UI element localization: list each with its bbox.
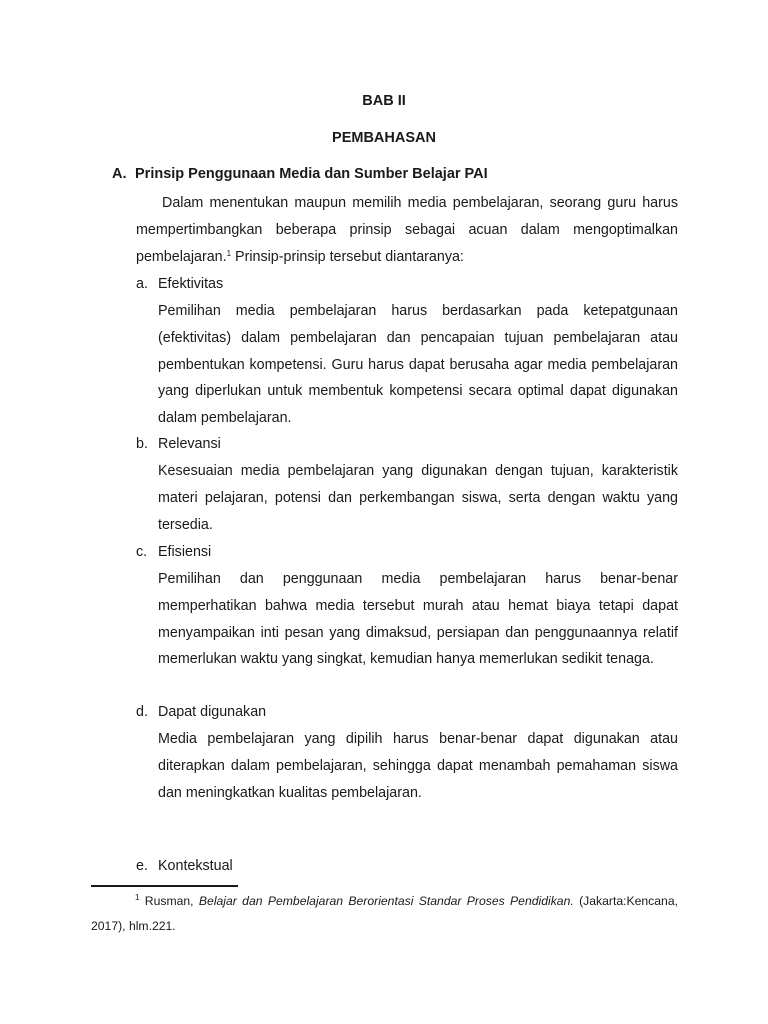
intro-text-after: Prinsip-prinsip tersebut diantaranya: <box>231 248 464 265</box>
list-item-letter: e. <box>136 858 148 874</box>
list-item-letter: d. <box>136 704 148 720</box>
footnote-publisher: (Jakarta:Kencana, 2017), hlm.221. <box>91 894 678 933</box>
intro-text: Dalam menentukan maupun memilih media pembelajaran, seorang guru harus mempertimbangkan beberapa prinsip sebagai acuan dalam mengoptimalkan pembelajaran. <box>136 195 678 265</box>
footnote-separator <box>91 885 238 887</box>
list-item-letter: b. <box>136 436 148 452</box>
list-item-heading <box>136 271 223 298</box>
list-item-body: Pemilihan media pembelajaran harus berdasarkan pada ketepatgunaan (efektivitas) dalam pembelajaran dan pencapaian tujuan pembelajaran atau pembentukan kompetensi. Guru harus dapat berusaha agar media pembelajaran yang diperlukan untuk membentuk kompetensi secara optimal dapat digunakan dalam pembelajaran. <box>158 303 678 427</box>
footnote-marker: 1 <box>135 893 140 902</box>
intro-paragraph <box>136 190 678 270</box>
footnote-ref: 1 <box>226 248 232 258</box>
list-item-title: Efisiensi <box>158 544 212 560</box>
list-item-body: Pemilihan dan penggunaan media pembelajaran harus benar-benar memperhatikan bahwa media tersebut murah atau hemat biaya tetapi dapat menyampaikan inti pesan yang dimaksud, persiapan dan penggunaannya relatif memerlukan waktu yang singkat, kemudian hanya memerlukan sedikit tenaga. <box>158 571 678 668</box>
list-item-heading <box>136 699 266 726</box>
list-item-body: Kesesuaian media pembelajaran yang digunakan dengan tujuan, karakteristik materi pelajaran, potensi dan perkembangan siswa, serta dengan waktu yang tersedia. <box>158 463 678 533</box>
list-item-body: Media pembelajaran yang dipilih harus benar-benar dapat digunakan atau diterapkan dalam pembelajaran, sehingga dapat menambah pemahaman siswa dan meningkatkan kualitas pembelajaran. <box>158 731 678 801</box>
list-item-title: Dapat digunakan <box>158 704 267 720</box>
section-number: A. <box>112 166 127 182</box>
list-item-heading <box>136 853 233 880</box>
list-item-letter: c. <box>136 544 148 560</box>
section-title: Prinsip Penggunaan Media dan Sumber Belajar PAI <box>135 166 488 182</box>
footnote-author: Rusman, <box>139 894 199 908</box>
footnote-book-title: Belajar dan Pembelajaran Berorientasi Standar Proses Pendidikan. <box>198 894 574 908</box>
list-item-title: Efektivitas <box>158 276 224 292</box>
section-heading <box>112 166 488 182</box>
chapter-title: PEMBAHASAN <box>332 130 436 146</box>
list-item-title: Relevansi <box>158 436 221 452</box>
chapter-label: BAB II <box>362 93 406 109</box>
footnote <box>91 889 678 938</box>
list-item-heading <box>136 431 221 458</box>
list-item-heading <box>136 539 211 566</box>
list-item-title: Kontekstual <box>158 858 233 874</box>
list-item-letter: a. <box>136 276 148 292</box>
